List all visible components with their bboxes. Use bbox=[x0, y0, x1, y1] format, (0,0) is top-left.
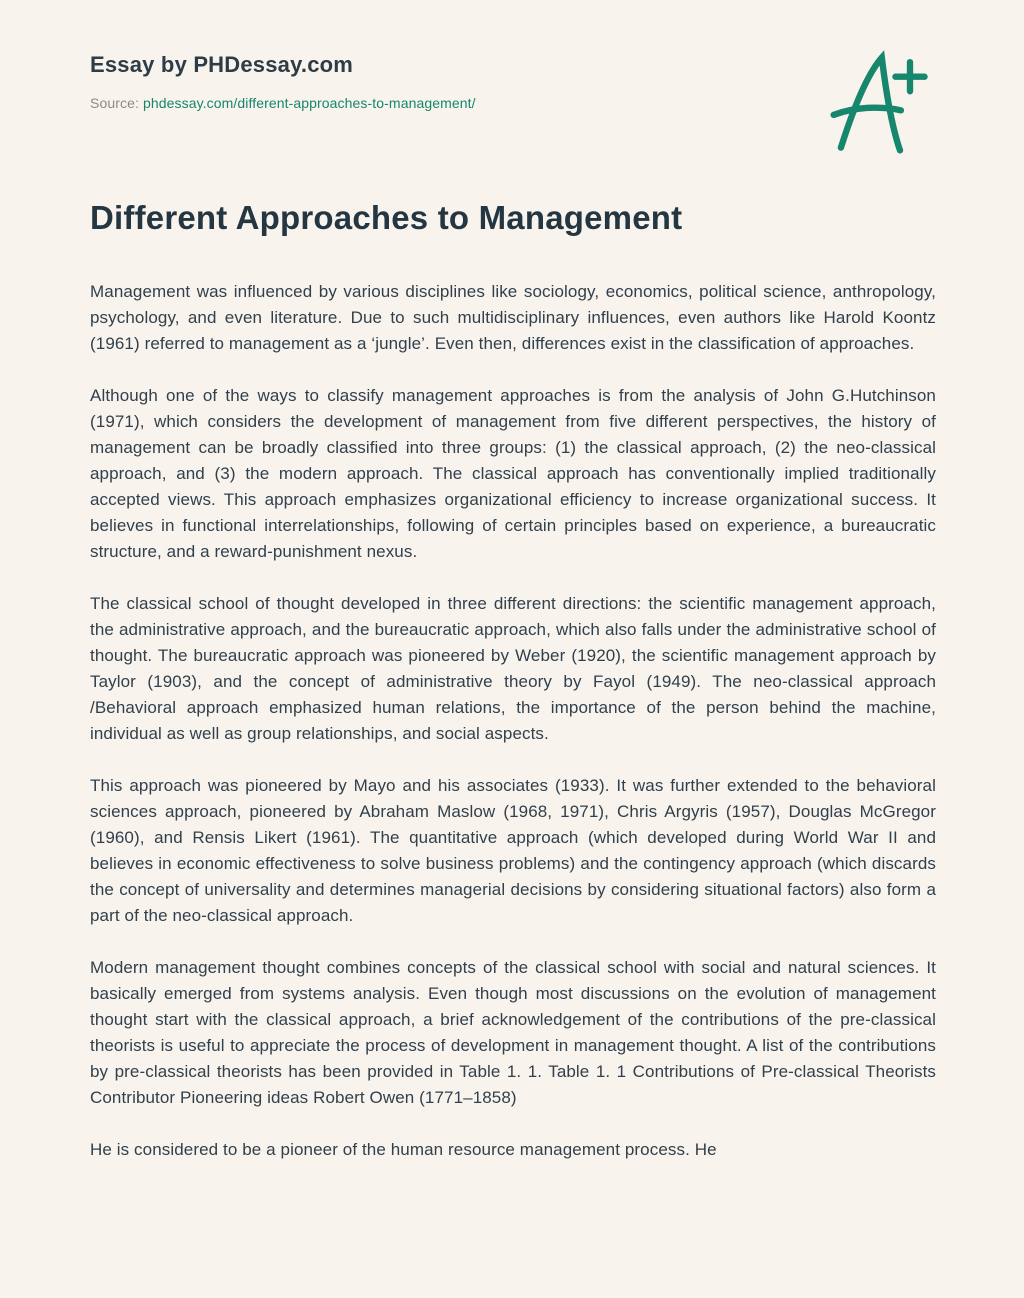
essay-byline: Essay by PHDessay.com bbox=[90, 52, 354, 77]
paragraph: This approach was pioneered by Mayo and his associates (1933). It was further extended to the behavioral sciences approach, pioneered by Abraham Maslow (1968, 1971), Chris Argyris (1957), Douglas McGregor (1960), and Rensis Likert (1961). The quantitative approach (which developed during World War II and believes in economic effectiveness to solve business problems) and the contingency approach (which discards the concept of universality and determines managerial decisions by considering situational factors) also form a part of the neo-classical approach. bbox=[90, 776, 936, 925]
paragraph: Modern management thought combines concepts of the classical school with social and natural sciences. It basically emerged from systems analysis. Even though most discussions on the evolution of management thought start with the classical approach, a brief acknowledgement of the contributions of the pre-classical theorists is useful to appreciate the process of development in management thought. A list of the contributions by pre-classical theorists has been provided in Table 1. 1. Table 1. 1 Contributions of Pre-classical Theorists Contributor Pioneering ideas Robert Owen (1771–1858) bbox=[90, 958, 936, 1107]
paragraph: Although one of the ways to classify management approaches is from the analysis of John G.Hutchinson (1971), which considers the development of management from five different perspectives, the history of management can be broadly classified into three groups: (1) the classical approach, (2) the neo-classical approach, and (3) the modern approach. The classical approach has conventionally implied traditionally accepted views. This approach emphasizes organizational efficiency to increase organizational success. It believes in functional interrelationships, following of certain principles based on experience, a bureaucratic structure, and a reward-punishment nexus. bbox=[90, 386, 936, 561]
paragraph: The classical school of thought developed in three different directions: the scientific management approach, the administrative approach, and the bureaucratic approach, which also falls under the administrative school of thought. The bureaucratic approach was pioneered by Weber (1920), the scientific management approach by Taylor (1903), and the concept of administrative theory by Fayol (1949). The neo-classical approach /Behavioral approach emphasized human relations, the importance of the person behind the machine, individual as well as group relationships, and social aspects. bbox=[90, 594, 936, 743]
source-link[interactable]: phdessay.com/different-approaches-to-management/ bbox=[142, 95, 476, 111]
essay-body bbox=[90, 279, 936, 1163]
source-row bbox=[90, 95, 936, 111]
paragraph: Management was influenced by various disciplines like sociology, economics, political science, anthropology, psychology, and even literature. Due to such multidisciplinary influences, even authors like Harold Koontz (1961) referred to management as a ‘jungle’. Even then, differences exist in the classification of approaches. bbox=[90, 282, 936, 353]
source-label: Source: bbox=[90, 95, 139, 111]
page-title: Different Approaches to Management bbox=[90, 199, 683, 236]
a-plus-logo-icon bbox=[830, 46, 930, 162]
paragraph: He is considered to be a pioneer of the human resource management process. He bbox=[90, 1140, 717, 1159]
